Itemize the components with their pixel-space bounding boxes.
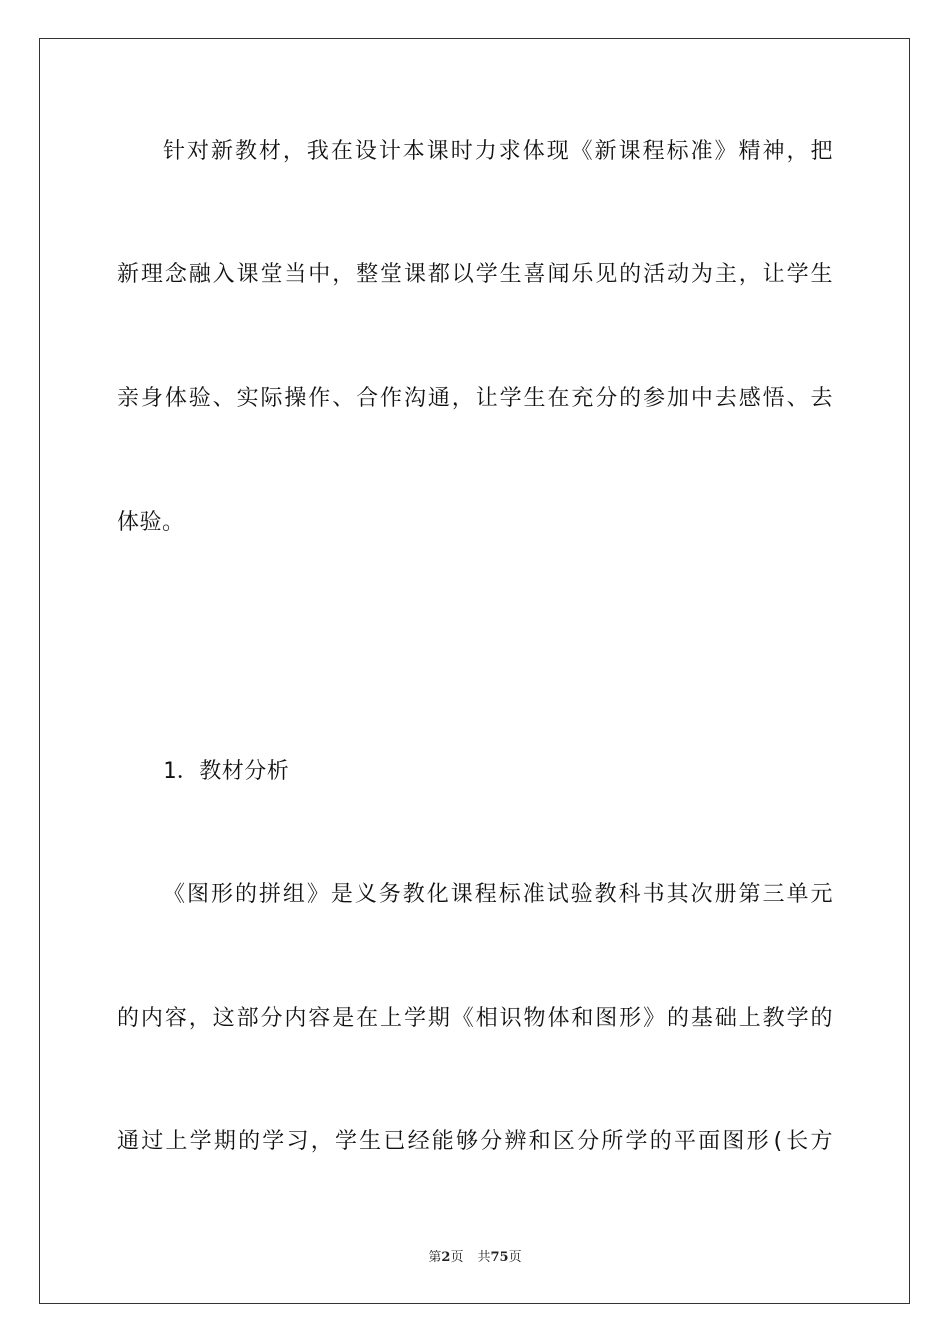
footer-total-pages: 75	[490, 1250, 509, 1265]
footer-page-suffix: 页	[450, 1250, 464, 1265]
footer-total-suffix: 页	[508, 1250, 522, 1265]
paragraph-2-line-3: 通过上学期的学习，学生已经能够分辨和区分所学的平面图形(长方	[117, 1129, 833, 1154]
paragraph-1-line-1: 针对新教材，我在设计本课时力求体现《新课程标准》精神，把	[163, 139, 833, 164]
paragraph-1-line-4: 体验。	[117, 510, 185, 535]
paragraph-1-line-3: 亲身体验、实际操作、合作沟通，让学生在充分的参加中去感悟、去	[117, 386, 833, 411]
footer-page-number: 2	[441, 1250, 451, 1265]
paragraph-2-line-1: 《图形的拼组》是义务教化课程标准试验教科书其次册第三单元	[163, 882, 833, 907]
section-heading: 1．教材分析	[163, 759, 290, 784]
footer-page-prefix: 第	[428, 1250, 442, 1265]
page-border	[39, 38, 910, 1304]
paragraph-2-line-2: 的内容，这部分内容是在上学期《相识物体和图形》的基础上教学的	[117, 1006, 833, 1031]
footer-total-prefix: 共	[477, 1250, 491, 1265]
paragraph-1-line-2: 新理念融入课堂当中，整堂课都以学生喜闻乐见的活动为主，让学生	[117, 262, 833, 287]
page-footer	[0, 1246, 950, 1265]
